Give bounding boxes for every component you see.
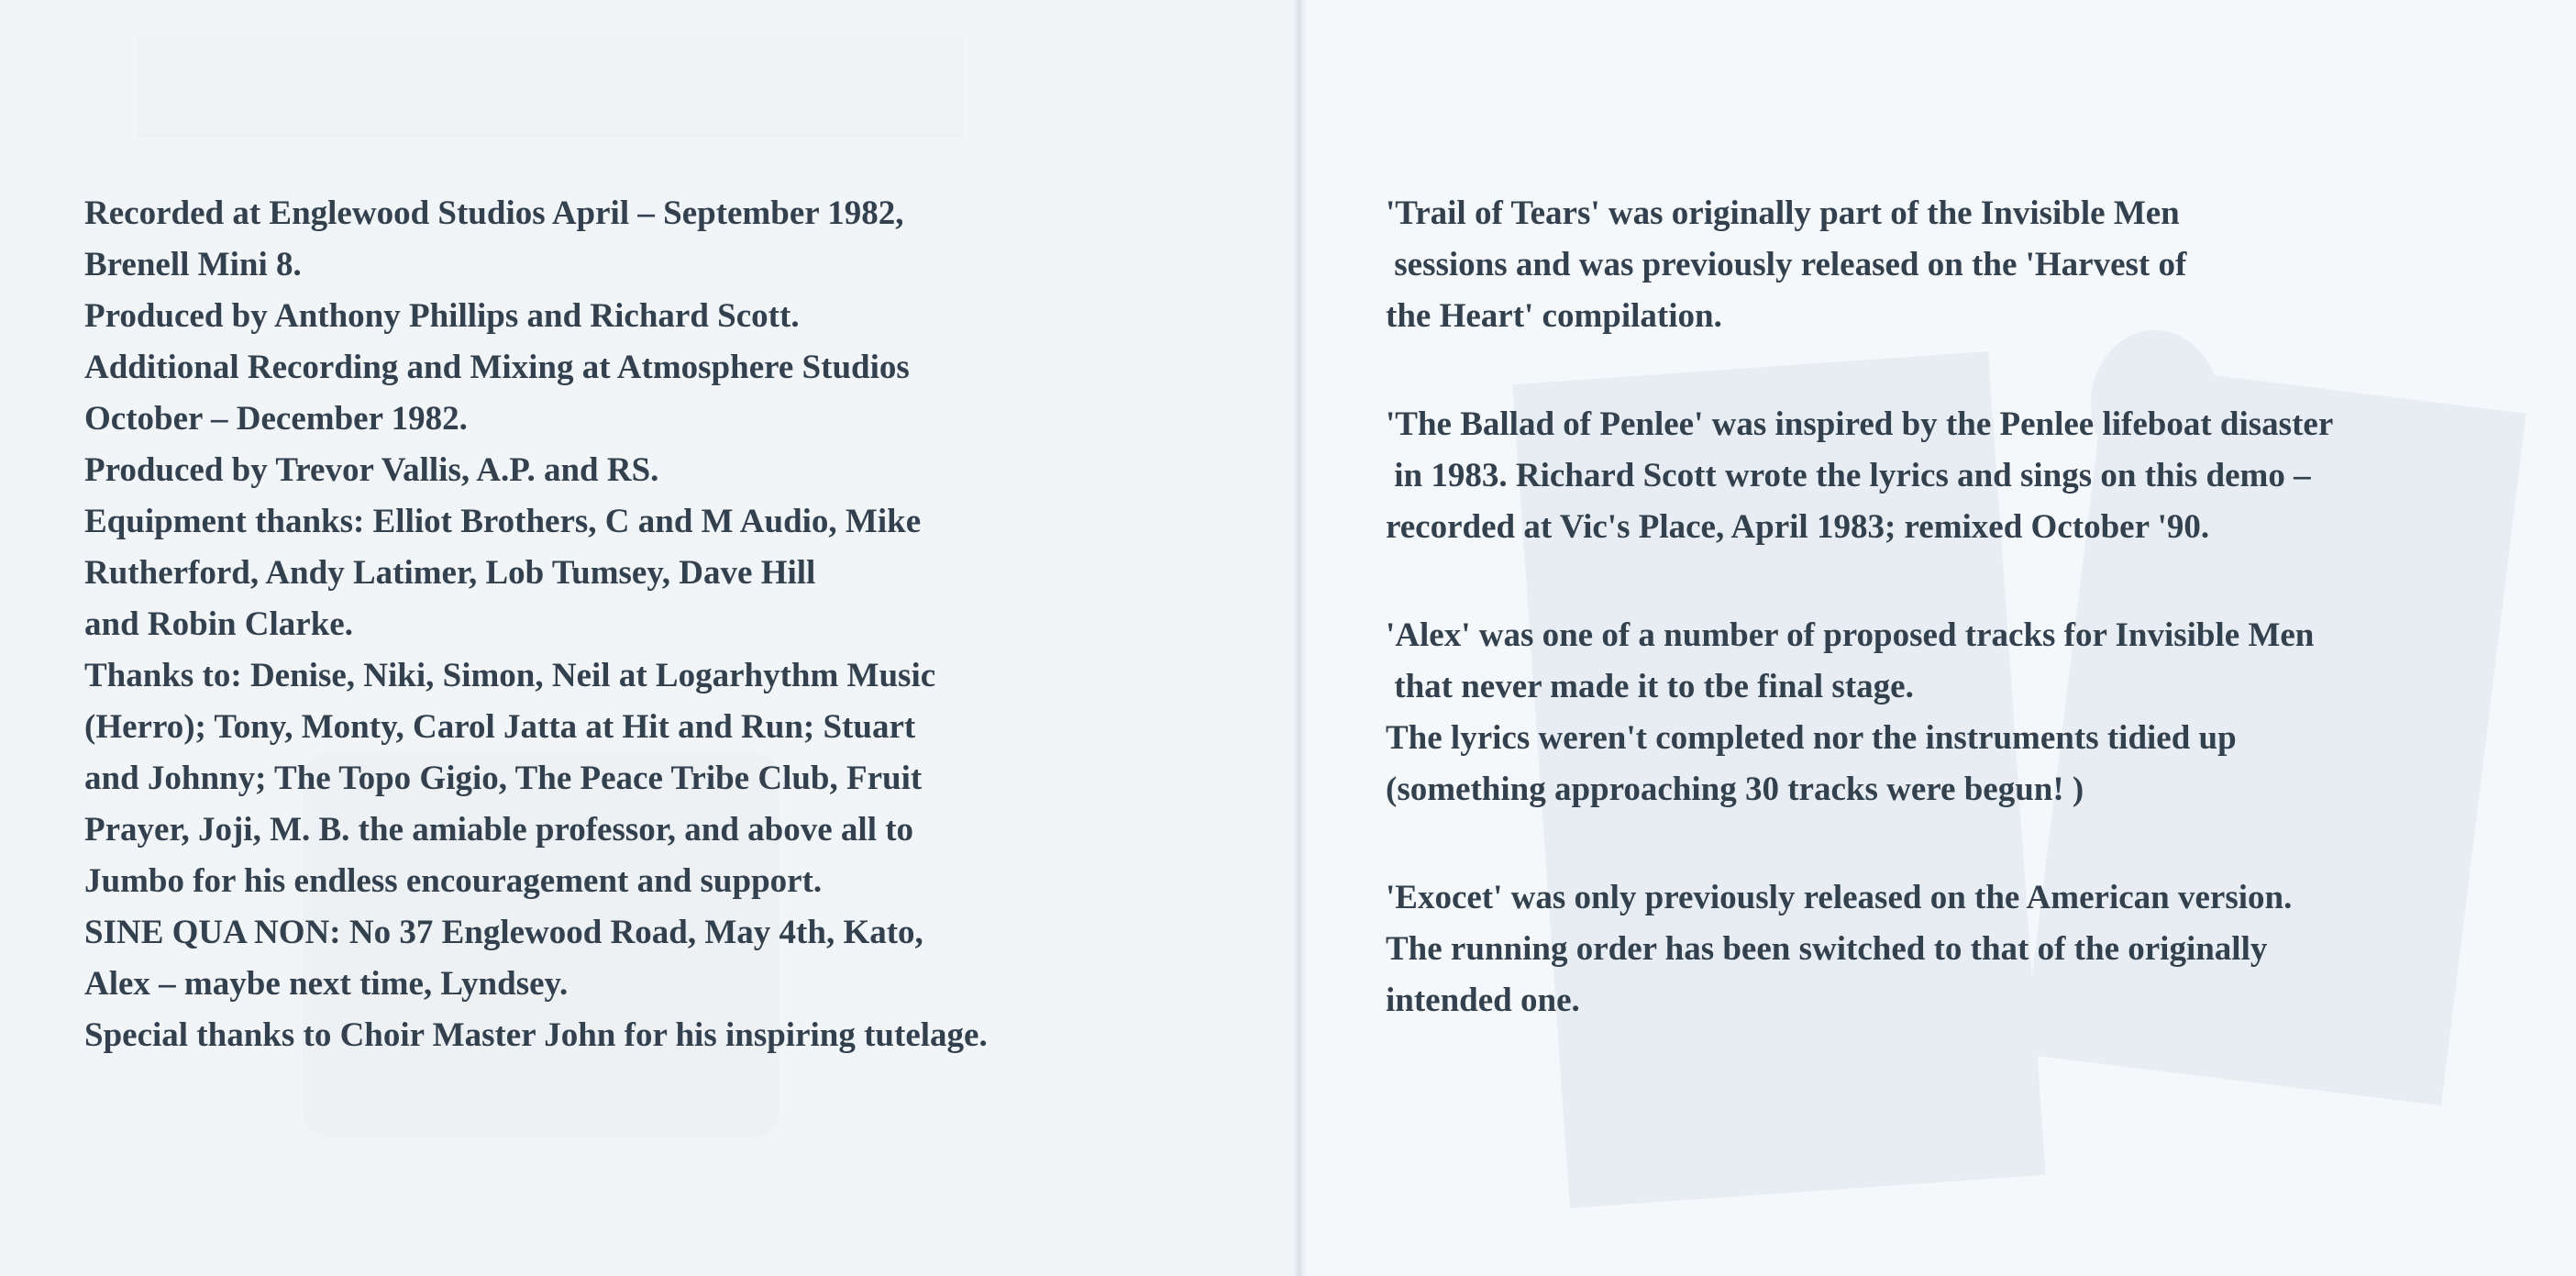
credits-line: Produced by Trevor Vallis, A.P. and RS. <box>84 451 659 489</box>
note-line: (something approaching 30 tracks were begun! ) <box>1386 771 2084 808</box>
credits-line: Recorded at Englewood Studios April – September 1982, <box>84 194 904 232</box>
credits-line: Additional Recording and Mixing at Atmosphere Studios <box>84 349 910 386</box>
paragraph-gap <box>1386 816 2569 872</box>
credits-line: Alex – maybe next time, Lyndsey. <box>84 965 569 1003</box>
credits-line: Jumbo for his endless encouragement and support. <box>84 862 823 900</box>
note-line: The lyrics weren't completed nor the instruments tidied up <box>1386 719 2237 757</box>
credits-line: and Johnny; The Topo Gigio, The Peace Tribe Club, Fruit <box>84 760 923 797</box>
credits-line: SINE QUA NON: No 37 Englewood Road, May 4th, Kato, <box>84 914 923 951</box>
note-line: The running order has been switched to that of the originally <box>1386 930 2268 968</box>
note-exocet <box>1386 872 2569 1026</box>
credits-line: Rutherford, Andy Latimer, Lob Tumsey, Dave Hill <box>84 554 816 592</box>
track-notes-text <box>1386 188 2569 1026</box>
credits-text <box>84 188 1277 1061</box>
paragraph-gap <box>1386 342 2569 399</box>
note-line: in 1983. Richard Scott wrote the lyrics and sings on this demo – <box>1386 457 2311 494</box>
credits-line: Thanks to: Denise, Niki, Simon, Neil at Logarhythm Music <box>84 657 936 694</box>
note-line: 'Alex' was one of a number of proposed tracks for Invisible Men <box>1386 616 2315 654</box>
credits-line: Special thanks to Choir Master John for his inspiring tutelage. <box>84 1016 988 1054</box>
credits-line: Prayer, Joji, M. B. the amiable professor, and above all to <box>84 811 914 849</box>
credits-line: Produced by Anthony Phillips and Richard Scott. <box>84 297 800 335</box>
note-trail-of-tears <box>1386 188 2569 342</box>
note-line: that never made it to tbe final stage. <box>1386 668 1914 705</box>
paragraph-gap <box>1386 553 2569 610</box>
note-line: the Heart' compilation. <box>1386 297 1722 335</box>
note-line: sessions and was previously released on the 'Harvest of <box>1386 246 2187 283</box>
credits-line: (Herro); Tony, Monty, Carol Jatta at Hit and Run; Stuart <box>84 708 916 746</box>
note-line: recorded at Vic's Place, April 1983; remixed October '90. <box>1386 508 2210 546</box>
note-line: 'The Ballad of Penlee' was inspired by the Penlee lifeboat disaster <box>1386 405 2334 443</box>
credits-line: and Robin Clarke. <box>84 605 353 643</box>
credits-line: Equipment thanks: Elliot Brothers, C and M Audio, Mike <box>84 503 922 540</box>
show-through-artwork <box>138 37 963 138</box>
note-line: 'Trail of Tears' was originally part of the Invisible Men <box>1386 194 2180 232</box>
note-line: 'Exocet' was only previously released on the American version. <box>1386 879 2293 916</box>
credits-line: October – December 1982. <box>84 400 468 438</box>
note-alex <box>1386 610 2569 816</box>
credits-line: Brenell Mini 8. <box>84 246 302 283</box>
note-line: intended one. <box>1386 982 1580 1019</box>
page-fold <box>1293 0 1308 1276</box>
note-ballad-of-penlee <box>1386 399 2569 553</box>
